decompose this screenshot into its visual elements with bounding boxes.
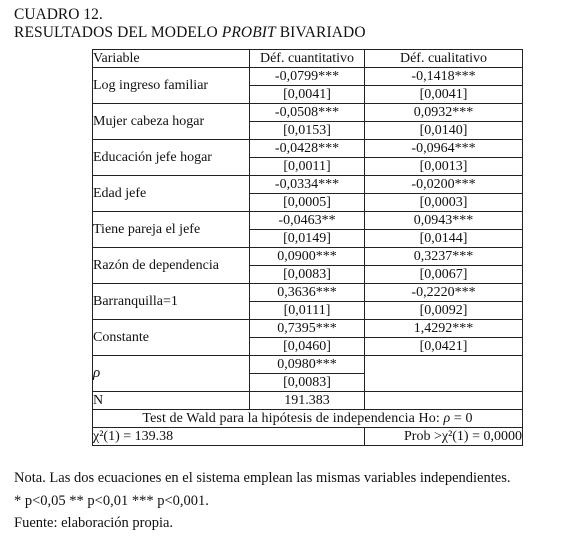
variable-name: Edad jefe xyxy=(93,176,250,212)
table-row xyxy=(93,68,523,86)
quant-coefficient: 0,3636*** xyxy=(250,284,365,302)
wald-test-title xyxy=(93,410,523,428)
qual-std-error: [0,0013] xyxy=(365,158,523,176)
quant-std-error: [0,0153] xyxy=(250,122,365,140)
chi-square-probability: Prob >χ²(1) = 0,0000 xyxy=(365,428,523,446)
n-row xyxy=(93,392,523,410)
qual-coefficient: 0,0932*** xyxy=(365,104,523,122)
quant-std-error: [0,0011] xyxy=(250,158,365,176)
variable-name: Educación jefe hogar xyxy=(93,140,250,176)
variable-name: Barranquilla=1 xyxy=(93,284,250,320)
rho-coefficient: 0,0980*** xyxy=(250,356,365,374)
table-row xyxy=(93,248,523,266)
quant-coefficient: 0,7395*** xyxy=(250,320,365,338)
quant-std-error: [0,0041] xyxy=(250,86,365,104)
quant-coefficient: -0,0428*** xyxy=(250,140,365,158)
caption-title-italic: PROBIT xyxy=(221,24,276,41)
qual-std-error: [0,0140] xyxy=(365,122,523,140)
caption-title-prefix: RESULTADOS DEL MODELO xyxy=(14,24,222,41)
quant-coefficient: -0,0799*** xyxy=(250,68,365,86)
quant-coefficient: 0,0900*** xyxy=(250,248,365,266)
qual-coefficient: -0,2220*** xyxy=(365,284,523,302)
chi-square-statistic: χ²(1) = 139.38 xyxy=(93,428,365,446)
variable-name: Constante xyxy=(93,320,250,356)
qual-std-error: [0,0092] xyxy=(365,302,523,320)
variable-name: Log ingreso familiar xyxy=(93,68,250,104)
quant-coefficient: -0,0508*** xyxy=(250,104,365,122)
quant-coefficient: -0,0334*** xyxy=(250,176,365,194)
rho-empty-cell xyxy=(365,356,523,392)
qual-std-error: [0,0041] xyxy=(365,86,523,104)
qual-std-error: [0,0421] xyxy=(365,338,523,356)
table-row xyxy=(93,176,523,194)
table-header-row xyxy=(93,50,523,68)
qual-std-error: [0,0003] xyxy=(365,194,523,212)
qual-std-error: [0,0067] xyxy=(365,266,523,284)
significance-note: * p<0,05 ** p<0,01 *** p<0,001. xyxy=(14,493,209,509)
table-row xyxy=(93,284,523,302)
variable-name: Razón de dependencia xyxy=(93,248,250,284)
qual-coefficient: 0,3237*** xyxy=(365,248,523,266)
quant-std-error: [0,0083] xyxy=(250,266,365,284)
quant-std-error: [0,0005] xyxy=(250,194,365,212)
table-row xyxy=(93,320,523,338)
quant-coefficient: -0,0463** xyxy=(250,212,365,230)
quant-std-error: [0,0149] xyxy=(250,230,365,248)
header-qualitative: Déf. cualitativo xyxy=(365,50,523,68)
qual-coefficient: 0,0943*** xyxy=(365,212,523,230)
qual-coefficient: 1,4292*** xyxy=(365,320,523,338)
rho-label: ρ xyxy=(93,356,250,392)
n-value: 191.383 xyxy=(250,392,365,410)
rho-row xyxy=(93,356,523,374)
table-row xyxy=(93,104,523,122)
variable-name: Mujer cabeza hogar xyxy=(93,104,250,140)
header-quantitative: Déf. cuantitativo xyxy=(250,50,365,68)
table-row xyxy=(93,212,523,230)
quant-std-error: [0,0460] xyxy=(250,338,365,356)
qual-coefficient: -0,0964*** xyxy=(365,140,523,158)
qual-coefficient: -0,1418*** xyxy=(365,68,523,86)
table-note: Nota. Las dos ecuaciones en el sistema emplean las mismas variables independientes. xyxy=(14,470,511,486)
quant-std-error: [0,0111] xyxy=(250,302,365,320)
caption-title-suffix: BIVARIADO xyxy=(275,24,366,41)
table-caption-number: CUADRO 12. xyxy=(14,6,103,23)
header-variable: Variable xyxy=(93,50,250,68)
wald-suffix: = 0 xyxy=(450,411,473,426)
qual-coefficient: -0,0200*** xyxy=(365,176,523,194)
source-note: Fuente: elaboración propia. xyxy=(14,515,174,531)
wald-prefix: Test de Wald para la hipótesis de independencia Ho: xyxy=(142,411,444,426)
rho-std-error: [0,0083] xyxy=(250,374,365,392)
table-caption-title xyxy=(14,24,366,42)
table-row xyxy=(93,140,523,158)
wald-row xyxy=(93,410,523,428)
variable-name: Tiene pareja el jefe xyxy=(93,212,250,248)
n-label: N xyxy=(93,392,250,410)
n-empty-cell xyxy=(365,392,523,410)
qual-std-error: [0,0144] xyxy=(365,230,523,248)
chi-row xyxy=(93,428,523,446)
probit-results-table xyxy=(92,49,523,446)
wald-rho-symbol: ρ xyxy=(443,411,451,426)
